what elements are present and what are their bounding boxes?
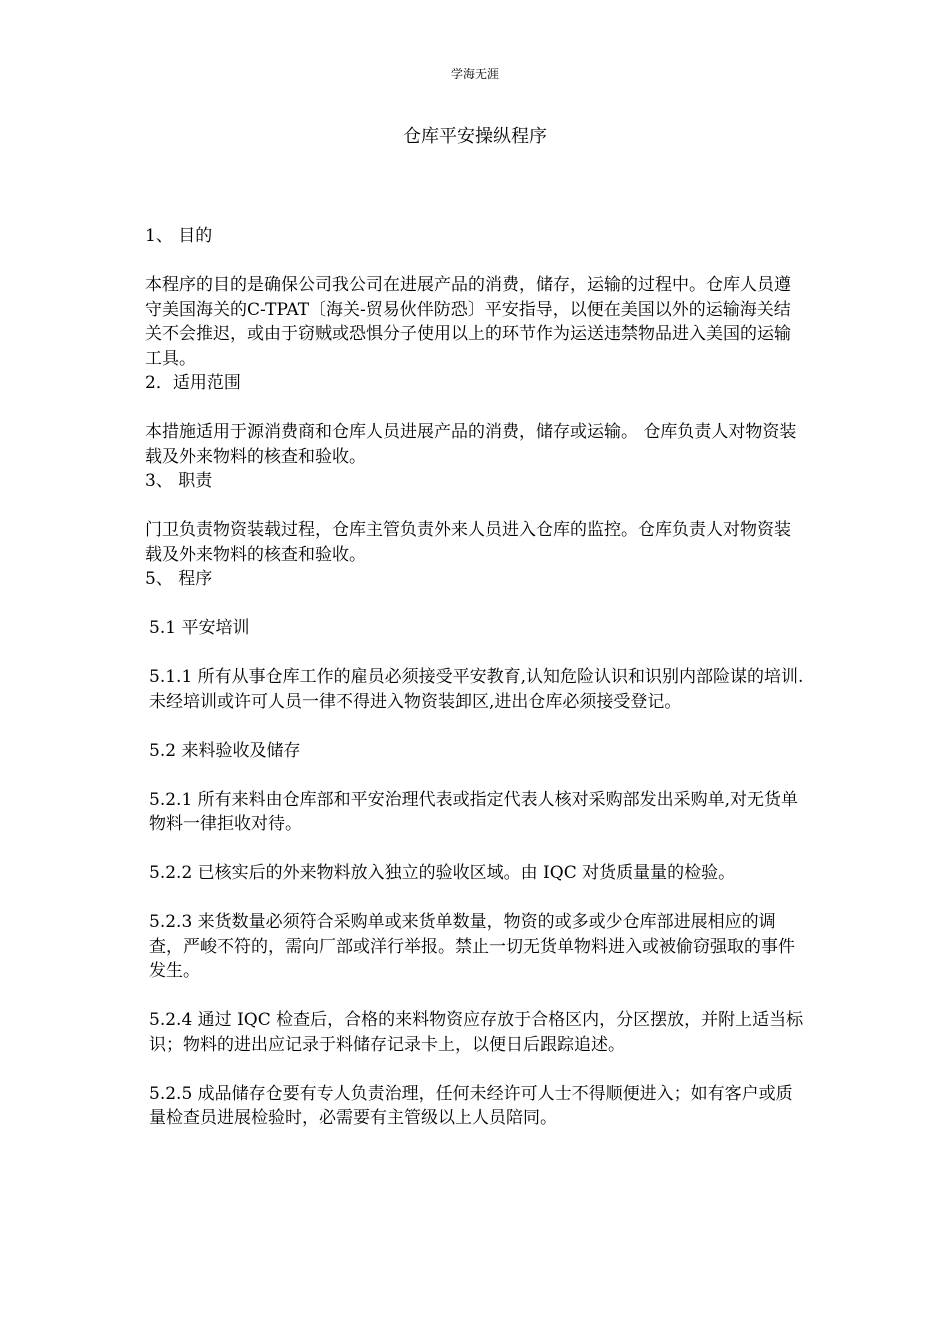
- document-title: 仓库平安操纵程序: [403, 126, 547, 147]
- section-5-1-1-text: 5.1.1 所有从事仓库工作的雇员必须接受平安教育,认知危险认识和识别内部险谋的培训.未经培训或许可人员一律不得进入物资装卸区,进出仓库必须接受登记。: [149, 667, 804, 712]
- section-2-heading: 2．适用范围: [145, 373, 241, 393]
- section-5-1-heading: 5.1 平安培训: [149, 618, 250, 638]
- section-2-text: 本措施适用于源消费商和仓库人员进展产品的消费，储存或运输。 仓库负责人对物资装载及外来物料的核查和验收。: [145, 422, 797, 467]
- section-5-2-heading: 5.2 来料验收及储存: [149, 740, 301, 761]
- section-5-2-2-text: 5.2.2 已核实后的外来物料放入独立的验收区域。由 IQC 对货质量量的检验。: [149, 863, 736, 883]
- section-3-text: 门卫负责物资装载过程，仓库主管负责外来人员进入仓库的监控。仓库负责人对物资装载及外来物料的核查和验收。: [145, 520, 791, 565]
- document-body: [145, 224, 805, 1131]
- section-1-text: 本程序的目的是确保公司我公司在进展产品的消费，储存，运输的过程中。仓库人员遵守美国海关的C-TPAT〔海关-贸易伙伴防恐〕平安指导，以便在美国以外的运输海关结关不会推迟，或由于窃贼或恐惧分子使用以上的环节作为运送违禁物品进入美国的运输工具。: [145, 275, 791, 369]
- page-header: 学海无涯: [450, 67, 499, 81]
- section-5-2-3-text: 5.2.3 来货数量必须符合采购单或来货单数量，物资的或多或少仓库部进展相应的调查，严峻不符的，需向厂部或洋行举报。禁止一切无货单物料进入或被偷窃强取的事件发生。: [149, 912, 795, 981]
- section-1-heading: 1、 目的: [145, 226, 213, 246]
- section-5-heading: 5、 程序: [145, 569, 213, 589]
- section-5-2-4-text: 5.2.4 通过 IQC 检查后，合格的来料物资应存放于合格区内，分区摆放，并附上适当标识；物料的进出应记录于料储存记录卡上，以便日后跟踪追述。: [149, 1010, 804, 1055]
- section-3-heading: 3、 职责: [145, 471, 213, 491]
- section-5-2-5-text: 5.2.5 成品储存仓要有专人负责治理，任何未经许可人士不得顺便进入；如有客户或质量检查员进展检验时，必需要有主管级以上人员陪同。: [149, 1083, 793, 1128]
- section-5-2-1-text: 5.2.1 所有来料由仓库部和平安治理代表或指定代表人核对采购部发出采购单,对无货单物料一律拒收对待。: [149, 789, 799, 834]
